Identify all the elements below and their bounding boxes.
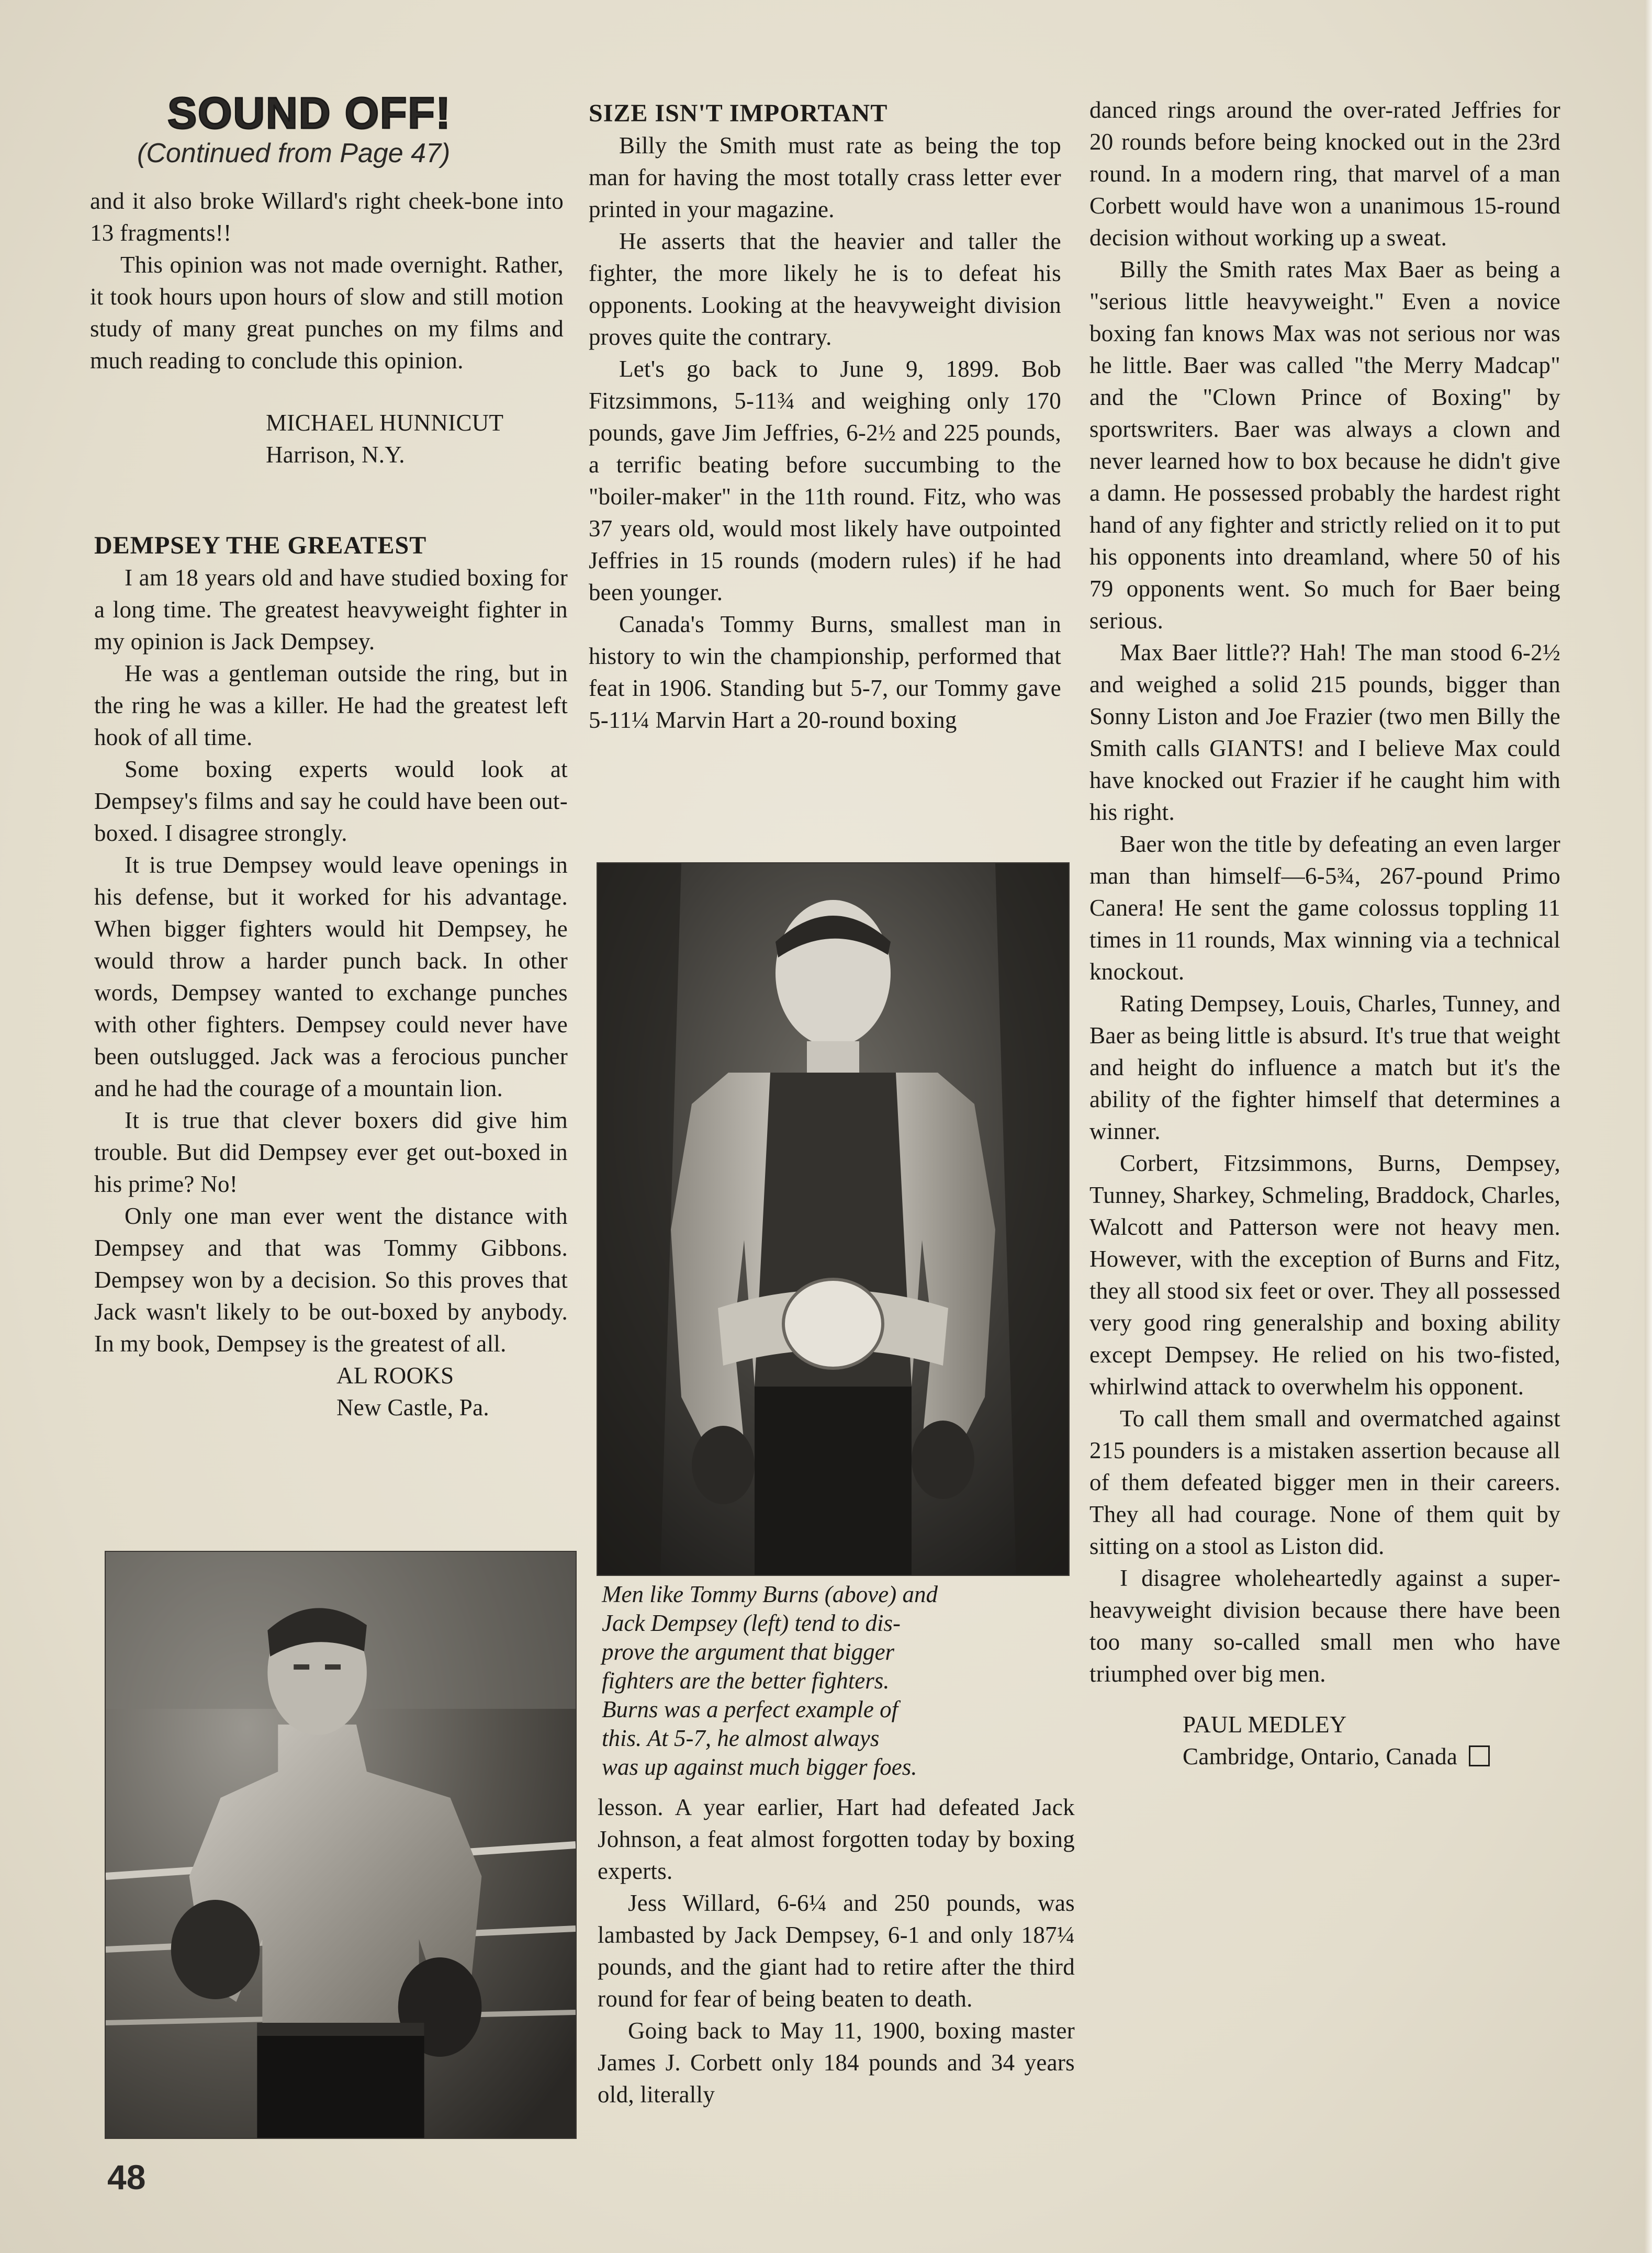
caption-line: was up against much bigger foes. (602, 1754, 917, 1780)
dempsey-image (106, 1552, 576, 2138)
paragraph: To call them small and overmatched against 215 pounders is a mistaken assertion because all of them defeated bigger men in their careers. They all had courage. None of them quit by sitting on a stool as Liston did. (1089, 1405, 1560, 1559)
paragraph: lesson. A year earlier, Hart had defeated Jack Johnson, a feat almost forgotten today by boxing experts. (598, 1794, 1075, 1884)
letter-hunnicut (90, 185, 564, 471)
caption-line: this. At 5-7, he almost always (602, 1725, 880, 1751)
caption-line: fighters are the better fighters. (602, 1668, 890, 1694)
author-name: MICHAEL HUNNICUT (266, 410, 504, 436)
paragraph: Going back to May 11, 1900, boxing master James J. Corbett only 184 pounds and 34 years old, literally (598, 2018, 1075, 2108)
paragraph: Corbert, Fitzsimmons, Burns, Dempsey, Tunney, Sharkey, Schmeling, Braddock, Charles, Walcott and Patterson were not heavy men. However, with the exception of Burns and Fitz, they all stood six feet or over. They all possessed very good ring generalship and boxing ability except Dempsey. He relied on his two-fisted, whirlwind attack to overwhelm his opponent. (1089, 1150, 1560, 1400)
author-location: Cambridge, Ontario, Canada (1183, 1743, 1458, 1770)
paragraph: This opinion was not made overnight. Rather, it took hours upon hours of slow and still motion study of many great punches on my films and much reading to conclude this opinion. (90, 252, 564, 374)
continued-note: (Continued from Page 47) (137, 138, 451, 168)
paragraph: He asserts that the heavier and taller the fighter, the more likely he is to defeat his opponents. Looking at the heavyweight division proves quite the contrary. (589, 228, 1061, 350)
author-name: AL ROOKS (336, 1362, 454, 1389)
paragraph: Billy the Smith rates Max Baer as being a "serious little heavyweight." Even a novice boxing fan knows Max was not serious nor was he little. Baer was called "the Merry Madcap" and the "Clown Prince of Boxing" by sportswriters. Baer was always a clown and never learned how to box because he didn't give a damn. He possessed probably the hardest right hand of any fighter and strictly relied on it to put his opponents into dreamland, where 50 of his 79 opponents went. So much for Baer being serious. (1089, 256, 1560, 634)
caption-line: Burns was a perfect example of (602, 1696, 898, 1722)
photo-jack-dempsey (105, 1551, 577, 2139)
burns-image (598, 863, 1069, 1575)
photo-caption (602, 1580, 1073, 1782)
letter-medley-part2 (598, 1792, 1075, 2111)
page-edge (1645, 0, 1652, 2253)
paragraph: He was a gentleman outside the ring, but in the ring he was a killer. He had the greatest left hook of all time. (94, 660, 568, 750)
letter-heading: SIZE ISN'T IMPORTANT (589, 99, 888, 127)
paragraph: It is true Dempsey would leave openings in his defense, but it worked for his advantage. When bigger fighters would hit Dempsey, he would throw a harder punch back. In other words, Dempsey wanted to exchange punches with other fighters. Dempsey could never have been outslugged. Jack was a ferocious puncher and he had the courage of a mountain lion. (94, 852, 568, 1101)
letter-medley-part1 (589, 97, 1061, 736)
paragraph: danced rings around the over-rated Jeffries for 20 rounds before being knocked out in the 23rd round. In a modern ring, that marvel of a man Corbett would have won a unanimous 15-round decision without working up a sweat. (1089, 97, 1560, 251)
paragraph: Some boxing experts would look at Dempsey's films and say he could have been out-boxed. I disagree strongly. (94, 756, 568, 846)
paragraph: Let's go back to June 9, 1899. Bob Fitzsimmons, 5-11¾ and weighing only 170 pounds, gave Jim Jeffries, 6-2½ and 225 pounds, a terrific beating before succumbing to the "boiler-maker" in the 11th round. Fitz, who was 37 years old, would most likely have outpointed Jeffries in 15 rounds (modern rules) if he had been younger. (589, 356, 1061, 605)
paragraph: Rating Dempsey, Louis, Charles, Tunney, and Baer as being little is absurd. It's true that weight and height do influence a match but it's the ability of the fighter himself that determines a winner. (1089, 990, 1560, 1144)
caption-line: Men like Tommy Burns (above) and (602, 1581, 938, 1607)
author-name: PAUL MEDLEY (1183, 1711, 1347, 1738)
letter-rooks (94, 530, 568, 1424)
paragraph: I disagree wholeheartedly against a super-heavyweight division because there have been too many so-called small men who have triumphed over big men. (1089, 1565, 1560, 1687)
paragraph: Only one man ever went the distance with Dempsey and that was Tommy Gibbons. Dempsey won by a decision. So this proves that Jack wasn't likely to be out-boxed by anybody. In my book, Dempsey is the greatest of all. (94, 1203, 568, 1357)
end-mark-icon (1469, 1745, 1490, 1766)
paragraph: I am 18 years old and have studied boxing for a long time. The greatest heavyweight fighter in my opinion is Jack Dempsey. (94, 565, 568, 655)
photo-tommy-burns (597, 862, 1070, 1576)
paragraph: and it also broke Willard's right cheek-bone into 13 fragments!! (90, 188, 564, 246)
section-title: SOUND OFF! (167, 88, 452, 138)
caption-line: prove the argument that bigger (602, 1639, 895, 1665)
page-number: 48 (107, 2158, 146, 2196)
author-location: New Castle, Pa. (336, 1394, 489, 1421)
author-location: Harrison, N.Y. (266, 442, 405, 468)
paragraph: Jess Willard, 6-6¼ and 250 pounds, was lambasted by Jack Dempsey, 6-1 and only 187¼ pounds, and the giant had to retire after the third round for fear of being beaten to death. (598, 1890, 1075, 2012)
paragraph: Max Baer little?? Hah! The man stood 6-2½ and weighed a solid 215 pounds, bigger than Sonny Liston and Joe Frazier (two men Billy the Smith calls GIANTS! and I believe Max could have knocked out Frazier if he caught him with his right. (1089, 639, 1560, 825)
paragraph: It is true that clever boxers did give him trouble. But did Dempsey ever get out-boxed in his prime? No! (94, 1107, 568, 1197)
letter-heading: DEMPSEY THE GREATEST (94, 532, 427, 559)
letter-medley-part3 (1089, 94, 1560, 1773)
paragraph: Billy the Smith must rate as being the top man for having the most totally crass letter ever printed in your magazine. (589, 132, 1061, 222)
paragraph: Canada's Tommy Burns, smallest man in history to win the championship, performed that feat in 1906. Standing but 5-7, our Tommy gave 5-11¼ Marvin Hart a 20-round boxing (589, 611, 1061, 733)
author-location-line (1089, 1741, 1560, 1773)
paragraph: Baer won the title by defeating an even larger man than himself—6-5¾, 267-pound Primo Canera! He sent the game colossus toppling 11 times in 11 rounds, Max winning via a technical knockout. (1089, 831, 1560, 985)
caption-line: Jack Dempsey (left) tend to dis- (602, 1610, 901, 1636)
